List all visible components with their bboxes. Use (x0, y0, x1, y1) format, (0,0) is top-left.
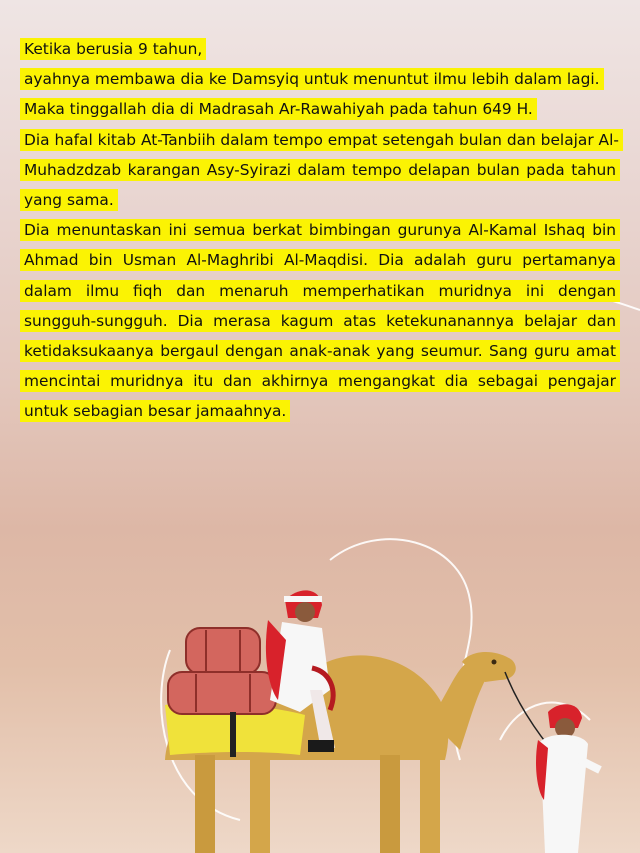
paragraph-teacher: Dia menuntaskan ini semua berkat bimbingan gurunya Al-Kamal Ishaq bin Ahmad bin Usman Al-Maghribi Al-Maqdisi. Dia adalah guru pertamanya dalam ilmu fiqh dan menaruh memperhatikan muridnya ini dengan sungguh-sungguh. Dia merasa kagum atas ketekunanannya belajar dan ketidaksukaanya bergaul dengan anak-anak yang seumur. Sang guru amat mencintai muridnya itu dan akhirnya mengangkat dia sebagai pengajar untuk sebagian besar jamaahnya. (20, 215, 620, 426)
paragraph-memorization: Dia hafal kitab At-Tanbiih dalam tempo empat setengah bulan dan belajar Al-Muhadzdzab karangan Asy-Syirazi dalam tempo delapan bulan pada tahun yang sama. (20, 125, 620, 216)
story-text (20, 34, 620, 427)
paragraph-journey: ayahnya membawa dia ke Damsyiq untuk menuntut ilmu lebih dalam lagi. (20, 64, 620, 94)
paragraph-madrasah: Maka tinggallah dia di Madrasah Ar-Rawahiyah pada tahun 649 H. (20, 94, 620, 124)
paragraph-age: Ketika berusia 9 tahun, (20, 34, 620, 64)
